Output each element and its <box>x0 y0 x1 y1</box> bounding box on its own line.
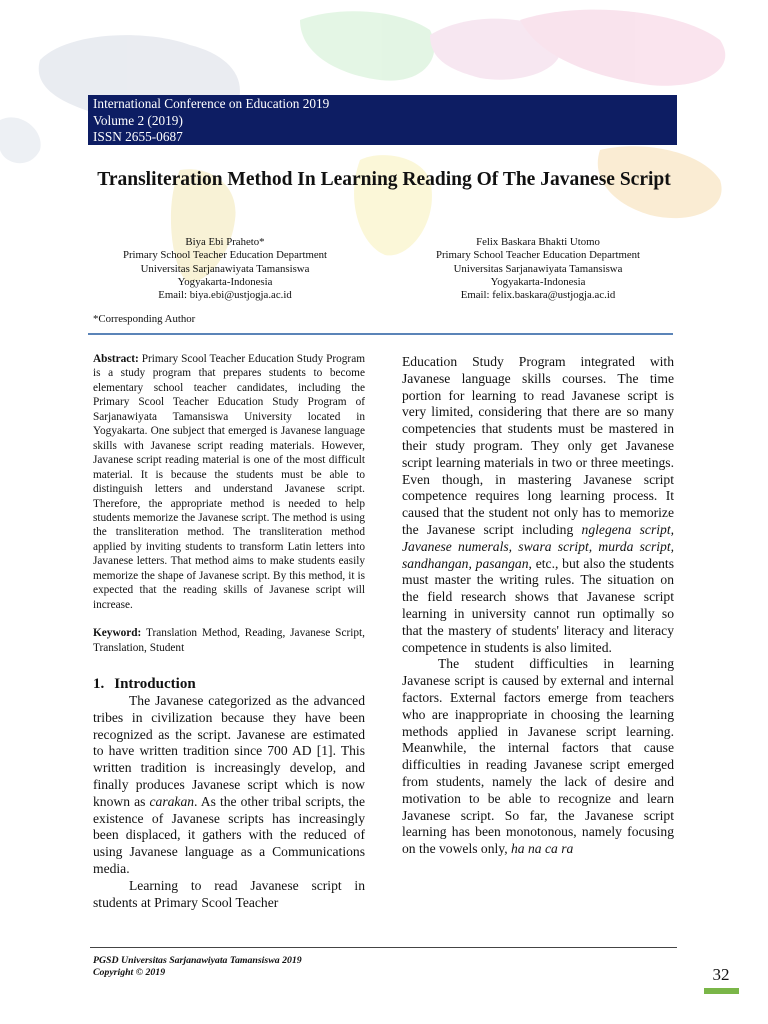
right-paragraph-2 <box>402 656 674 858</box>
conference-name: International Conference on Education 2019 <box>93 96 330 111</box>
author-department: Primary School Teacher Education Department <box>435 249 641 262</box>
page-number-bar <box>704 988 739 994</box>
footer-copyright: Copyright © 2019 <box>93 967 166 978</box>
paper-title: Transliteration Method In Learning Reading Of The Javanese Script <box>97 169 671 190</box>
left-column <box>93 352 365 911</box>
intro-paragraph-1 <box>93 693 365 878</box>
author-email: Email: felix.baskara@ustjogja.ac.id <box>460 289 616 302</box>
keywords-text: Translation Method, Reading, Javanese Script, Translation, Student <box>93 627 365 654</box>
issn: ISSN 2655-0687 <box>93 129 183 144</box>
page-number: 32 <box>712 965 730 984</box>
author-email: Email: biya.ebi@ustjogja.ac.id <box>158 289 292 302</box>
text-run: . As the other tribal scripts, the existence of Javanese scripts has increasingly been displaced, it gathers with the reduced of using Javanese language as a Communications media. <box>93 793 365 877</box>
footer <box>93 955 302 979</box>
intro-paragraph-2 <box>93 878 365 912</box>
author-university: Universitas Sarjanawiyata Tamansiswa <box>140 262 310 275</box>
text-run: Education Study Program integrated with Javanese language skills courses. The time portion for learning to read Javanese script is very limited, considering that there are so many competencies that students must be mastered in their study program. They only get Javanese script learning materials in two or three meetings. Even though, in mastering Javanese script competence requires long learning process. It caused that the student not only has to memorize the Javanese script including <box>402 354 674 537</box>
author-block-1 <box>75 236 375 302</box>
abstract-text: Primary Scool Teacher Education Study Program is a study program that prepares students to become elementary school teacher candidates, including the Primary Scool Teacher Education Study Program of Sarjanawiyata Tamansiswa University located in Yogyakarta. One subject that emerged is Javanese language skills with Javanese script reading materials. However, Javanese script reading material is one of the most difficult material. It is because the students must be able to distinguish letters and understand Javanese script. Therefore, the appropriate method is needed to help students memorize the Javanese script. The method is using the transliteration method. The transliteration method applied by inviting students to transform Latin letters into Javanese letters. That method aims to make students easily memorize the shape of Javanese script. By this method, it is expected that the reading skills of Javanese script will increase. <box>93 353 365 611</box>
section-heading <box>93 675 365 693</box>
author-location: Yogyakarta-Indonesia <box>177 275 273 288</box>
section-divider <box>88 333 673 335</box>
corresponding-author-note: *Corresponding Author <box>93 313 196 325</box>
keywords <box>93 626 365 655</box>
author-name: Felix Baskara Bhakti Utomo <box>476 236 600 248</box>
text-run: The student difficulties in learning Javanese script is caused by external and internal factors. External factors emerge from teachers who are inappropriate in choosing the learning methods applied in Javanese script learning. Meanwhile, the internal factors that cause difficulties in reading Javanese script emerged from students, namely the lack of desire and motivation to be able to recognize and learn Javanese script. So far, the Javanese script learning has been monotonous, namely focusing on the vowels only, <box>402 656 674 857</box>
author-university: Universitas Sarjanawiyata Tamansiswa <box>453 262 623 275</box>
footer-publisher: PGSD Universitas Sarjanawiyata Tamansiswa 2019 <box>93 955 302 966</box>
conference-header <box>88 95 677 145</box>
keywords-label: Keyword: <box>93 627 142 640</box>
volume: Volume 2 (2019) <box>93 112 183 128</box>
italic-term: ha na ca ra <box>511 841 574 857</box>
italic-term: nglegena script, Javanese numerals, swara script, murda script, sandhangan, pasangan <box>402 521 675 571</box>
text-run: , etc., but also the students must master the writing rules. The situation on the field research shows that Javanese script learning in university cannot run optimally so that the mastery of students' literacy and literacy competence in students is also limited. <box>402 555 674 655</box>
text-run: The Javanese categorized as the advanced tribes in civilization because they have been recognized as the script. Javanese are estimated to have written tradition since 700 AD [1]. This written tradition is increasingly develop, and finally produces Javanese script which is now known as <box>93 693 365 809</box>
right-column <box>402 354 674 858</box>
author-block-2 <box>388 236 688 302</box>
italic-term: carakan <box>149 793 195 809</box>
text-run: Learning to read Javanese script in students at Primary Scool Teacher <box>93 877 365 910</box>
footer-divider <box>90 947 677 948</box>
section-number: 1. <box>93 676 105 693</box>
author-name: Biya Ebi Praheto* <box>185 236 265 248</box>
author-department: Primary School Teacher Education Department <box>122 249 328 262</box>
section-title: Introduction <box>114 676 196 693</box>
author-location: Yogyakarta-Indonesia <box>490 275 586 288</box>
abstract <box>93 352 365 612</box>
abstract-label: Abstract: <box>93 353 139 365</box>
right-paragraph-1 <box>402 354 674 656</box>
